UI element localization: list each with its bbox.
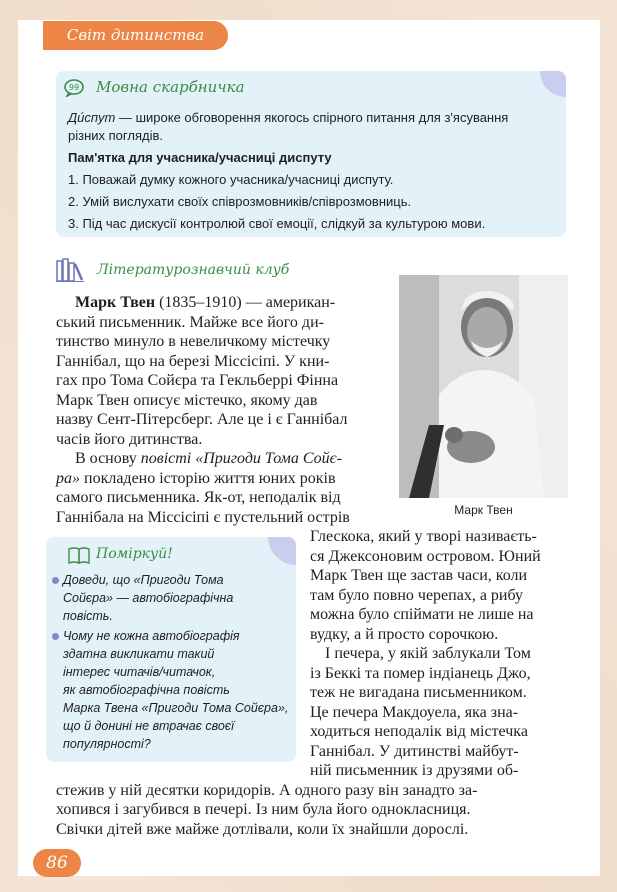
box-corner-decoration <box>268 537 296 565</box>
text-line <box>56 469 336 489</box>
text-line: Ганнібала на Міссісіпі є пустельний острів <box>56 509 350 526</box>
portrait-illustration <box>399 275 568 498</box>
text-line: ський письменник. Майже все його ди- <box>56 314 324 331</box>
text-line: гах про Тома Сойєра та Гекльберрі Фінна <box>56 372 339 389</box>
text-fragment: покладено історію життя юних років <box>80 470 336 487</box>
text-fragment: В основу <box>75 450 141 467</box>
page-number: 86 <box>33 849 81 877</box>
text-line: Свічки дітей вже майже дотлівали, коли їх знайшли дорослі. <box>56 821 469 838</box>
text-line: теж не вигадана письменником. <box>310 684 527 701</box>
text-line: Ганнібал. У дитинстві майбут- <box>310 743 519 760</box>
text-line: там було повно черепах, а рибу <box>310 587 524 604</box>
rule-item: 2. Умій вислухати своїх співрозмовників/співрозмовниць. <box>68 194 412 209</box>
rule-item: 3. Під час дискусії контролюй свої емоції, слідкуй за культурою мови. <box>68 216 486 231</box>
text-line: назву Сент-Пітерсберг. Але це і є Ганнібал <box>56 411 348 428</box>
mark-twain-photo <box>399 275 568 498</box>
question-line: Доведи, що «Пригоди Тома <box>63 573 224 587</box>
text-line: Це печера Макдоуела, яка зна- <box>310 704 519 721</box>
term: Ди́спут <box>68 110 116 125</box>
text-line: вудку, а й просто сорочкою. <box>310 626 499 643</box>
text-line: самого письменника. Як-от, неподалік від <box>56 489 341 506</box>
text-line <box>75 293 335 313</box>
definition-line <box>68 109 508 127</box>
question-line: Сойєра» — автобіографічна <box>63 591 234 605</box>
question-line: Марка Твена «Пригоди Тома Сойєра», <box>63 701 289 715</box>
rule-item: 1. Поважай думку кожного учасника/учасниці диспуту. <box>68 172 394 187</box>
text-line: можна було спіймати не лише на <box>310 606 534 623</box>
text-line: Марк Твен ще застав часи, коли <box>310 567 528 584</box>
text-line: ходиться неподалік від містечка <box>310 723 528 740</box>
text-line: Ганнібал, що на березі Міссісіпі. У кни- <box>56 353 330 370</box>
memo-title: Пам'ятка для учасника/учасниці диспуту <box>68 150 332 165</box>
open-book-icon <box>68 546 90 564</box>
text-line: І печера, у якій заблукали Том <box>325 645 531 662</box>
question-line: популярності? <box>63 737 151 751</box>
question-line: як автобіографічна повість <box>63 683 230 697</box>
bullet-icon <box>52 633 59 640</box>
question-line: повість. <box>63 609 113 623</box>
box-corner-decoration <box>540 71 566 97</box>
photo-caption: Марк Твен <box>454 503 513 517</box>
svg-text:99: 99 <box>68 83 80 92</box>
text-line: Глескока, який у творі називаєть- <box>310 528 537 545</box>
bullet-icon <box>52 577 59 584</box>
think-title: Поміркуй! <box>96 546 173 562</box>
book-title: повісті «Пригоди Тома Сойє- <box>140 450 342 467</box>
text-line: часів його дитинства. <box>56 431 203 448</box>
question-line: що й донині не втрачає своєї <box>63 719 234 733</box>
book-title: ра» <box>56 470 80 487</box>
question-line: здатна викликати такий <box>63 647 215 661</box>
vocabulary-box <box>56 71 566 237</box>
text-line: із Беккі та помер індіанець Джо, <box>310 665 531 682</box>
vocabulary-title: Мовна скарбничка <box>96 78 245 96</box>
text-line: ній письменник із друзями об- <box>310 762 519 779</box>
question-line: інтерес читачів/читачок, <box>63 665 216 679</box>
text-line: Марк Твен описує містечко, якому дав <box>56 392 318 409</box>
section-tab: Світ дитинства <box>43 21 228 50</box>
author-name: Марк Твен <box>75 294 156 311</box>
text-line: хопився і загубився в печері. Із ним була його однокласниця. <box>56 801 471 818</box>
books-icon <box>56 258 84 282</box>
text-line: стежив у ній десятки коридорів. А одного разу він занадто за- <box>56 782 478 799</box>
think-box <box>46 537 296 762</box>
literary-club-title: Літературознавчий клуб <box>97 262 290 278</box>
text-fragment: (1835–1910) — американ- <box>155 294 336 311</box>
speech-bubble-icon <box>64 79 84 97</box>
definition-text: — широке обговорення якогось спірного питання для з'ясування <box>115 110 509 125</box>
question-line: Чому не кожна автобіографія <box>63 629 240 643</box>
text-line: тинство минуло в невеличкому містечку <box>56 333 331 350</box>
text-line <box>75 449 342 469</box>
text-line: ся Джексоновим островом. Юний <box>310 548 541 565</box>
definition-line-2: різних поглядів. <box>68 128 163 143</box>
